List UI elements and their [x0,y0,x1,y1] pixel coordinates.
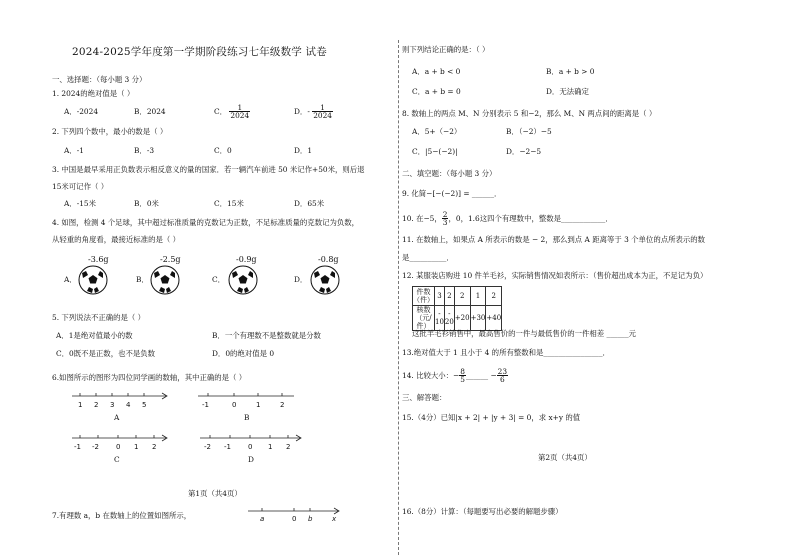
tick-label: 0 [232,401,237,409]
tick-label: 2 [152,443,157,451]
ball-a-label: -3.6g [88,255,109,264]
tick-label: 0 [248,443,253,451]
ball-b-label: -2.5g [160,255,181,264]
frac-num: 8 [460,367,465,376]
frac-num: 23 [497,367,508,376]
question-7-continued: 则下列结论正确的是：（ ） [402,45,490,54]
soccer-ball-icon [310,265,340,295]
q10-prefix: 10. 在−5， [402,213,442,223]
number-line-c-letter: C [114,455,120,464]
table-cell: - 20 [444,306,454,331]
frac-den: 6 [500,375,505,385]
tick-label: 3 [110,401,115,409]
ball-b-letter: B． [136,275,149,284]
tick-label: -2 [92,443,99,451]
tick-label: 1 [78,401,83,409]
q2-option-c: C．0 [214,146,232,155]
q12-sales-table [412,286,502,331]
q14-fraction-1 [459,368,466,384]
number-line-b-letter: B [244,413,250,422]
number-line-d-letter: D [248,455,254,464]
question-13: 13.绝对值大于 1 且小于 4 的所有整数和是________________． [402,348,610,357]
q7-option-a: A．a + b < 0 [412,67,461,76]
axis-label-b: b [308,515,313,523]
question-8: 8. 数轴上的两点 M、N 分别表示 5 和−2，那么 M、N 两点间的距离是（ ） [402,109,657,118]
frac-den: 5 [460,375,465,385]
table-cell: 2 [454,287,470,306]
tick-label: -1 [202,401,209,409]
soccer-ball-icon [150,265,180,295]
table-cell: 3 [435,287,445,306]
question-5: 5. 下列说法不正确的是（ ） [52,313,146,322]
axis-label-x: x [332,515,337,523]
frac-den: 2024 [230,111,250,121]
question-10 [402,211,613,227]
q8-option-b: B．（−2）−5 [506,127,552,136]
table-cell: +40 [486,306,502,331]
q5-option-d: D．0的绝对值是 0 [212,349,275,358]
page-footer-right: 第2页（共4页） [538,453,592,462]
page-divider [398,40,399,555]
axis-label-a: a [260,515,265,523]
section-answers: 三、解答题： [402,393,447,402]
section-choice: 一、选择题：（每小题 3 分） [52,75,147,84]
question-4-line2: 从轻重的角度看，最接近标准的是（ ） [52,235,180,244]
ball-d-letter: D． [294,275,308,284]
question-11-line1: 11. 在数轴上，如果点 A 所表示的数是 − 2，那么到点 A 距离等于 3 个单位的点所表示的数 [402,235,706,244]
q10-suffix: ，0，1.6这四个有理数中，整数是____________． [448,213,613,223]
tick-label: 1 [256,401,261,409]
tick-label: 1 [134,443,139,451]
question-15: 15.（4分）已知|x + 2| + |y + 3| = 0，求 x+y 的值 [402,413,581,422]
q14-prefix: 14. 比较大小：− [402,370,460,380]
question-1: 1. 2024的绝对值是（ ） [52,89,135,98]
question-2: 2. 下列四个数中，最小的数是（ ） [52,127,168,136]
q14-fraction-2 [497,368,508,384]
table-cell: 核数（元/件） [413,306,435,331]
section-fill-in: 二、填空题：（每小题 3 分） [402,169,497,178]
tick-label: 2 [94,401,99,409]
q3-option-a: A．-15米 [64,199,97,208]
q8-option-a: A．5+（−2） [412,127,462,136]
q3-option-c: C．15米 [214,199,244,208]
question-3-line2: 15米可记作（ ） [52,182,109,191]
number-line-b [196,390,300,412]
question-16: 16.（8分）计算：（每题要写出必要的解题步骤） [402,507,563,516]
q2-option-b: B．-3 [134,146,155,155]
table-cell: +30 [470,306,486,331]
tick-label: 4 [126,401,131,409]
tick-label: 1 [268,443,273,451]
tick-label: 5 [142,401,147,409]
axis-label-zero: 0 [292,515,297,523]
q1-option-c-fraction [229,104,250,120]
table-cell: 件数（件） [413,287,434,304]
number-line-a-letter: A [114,413,120,422]
ball-c-label: -0.9g [236,255,257,264]
frac-den: 2024 [313,111,332,121]
q1-option-b: B．2024 [134,107,166,116]
tick-label: 0 [116,443,121,451]
number-line-q7 [246,505,342,525]
table-row [413,287,502,306]
question-3-line1: 3. 中国是最早采用正负数表示相反意义的量的国家．若一辆汽车前进 50 米记作+50米，则后退 [52,165,365,174]
q7-option-d: D．无法确定 [546,87,589,96]
question-12: 12. 某服装店购进 10 件羊毛衫，实际销售情况如表所示：（售价超出成本为正，不足记为负） [402,271,708,280]
ball-a-letter: A． [64,275,77,284]
q8-option-c: C．|5−(−2)| [412,147,458,156]
q1-option-c [214,104,250,120]
tick-label: -2 [204,443,211,451]
soccer-ball-icon [228,265,258,295]
soccer-ball-icon [78,265,108,295]
q3-option-d: D．65米 [294,199,325,208]
number-line-c [70,432,170,454]
q7-option-c: C．a + b = 0 [412,87,461,96]
q14-middle: ______ − [465,370,497,380]
q12-tail: 这批羊毛衫销售中，最高售价的一件与最低售价的一件相差 ______元 [412,329,637,338]
ball-c-letter: C． [212,275,226,284]
table-cell: 1 [470,287,486,306]
tick-label: 2 [280,401,285,409]
question-4-line1: 4. 如图，检测 4 个足球，其中超过标准质量的克数记为正数，不足标准质量的克数记为负数， [52,218,360,227]
frac-num: 2 [442,210,448,219]
q8-option-d: D．−2−5 [506,147,542,156]
q7-option-b: B．a + b > 0 [546,67,595,76]
table-cell: +20 [454,306,470,331]
tick-label: -1 [74,443,81,451]
question-11-line2: 是__________． [402,253,454,262]
q1-option-d-label: D．- [294,106,310,116]
table-cell: 2 [486,287,502,306]
exam-title: 2024-2025学年度第一学期阶段练习七年级数学 试卷 [72,46,327,58]
frac-den: 3 [442,218,448,228]
q5-option-c: C．0既不是正数，也不是负数 [56,349,156,358]
q2-option-a: A．-1 [64,146,84,155]
table-cell: - 10 [435,306,445,331]
question-6: 6.如图所示的图形为四位同学画的数轴，其中正确的是（ ） [52,373,247,382]
question-7: 7.有理数 a，b 在数轴上的位置如图所示， [52,511,192,520]
q3-option-b: B．0米 [134,199,159,208]
page-footer-left: 第1页（共4页） [188,489,242,498]
frac-num: 1 [229,104,250,112]
tick-label: 2 [286,443,291,451]
q1-option-d-fraction [312,104,333,120]
number-line-a [70,390,170,412]
table-row [413,306,502,331]
q1-option-d [294,104,333,120]
table-cell: 2 [444,287,454,306]
frac-num: 1 [312,104,333,112]
q2-option-d: D．1 [294,146,313,155]
ball-d-label: -0.8g [318,255,339,264]
q5-option-b: B．一个有理数不是整数就是分数 [212,331,321,340]
q1-option-a: A．-2024 [64,107,99,116]
number-line-d [198,432,304,454]
question-14 [402,368,508,384]
q1-option-c-label: C． [214,106,228,116]
q5-option-a: A．1是绝对值最小的数 [56,331,133,340]
tick-label: -1 [224,443,231,451]
question-9: 9. 化简−[−(−2)] = ______． [402,189,502,198]
